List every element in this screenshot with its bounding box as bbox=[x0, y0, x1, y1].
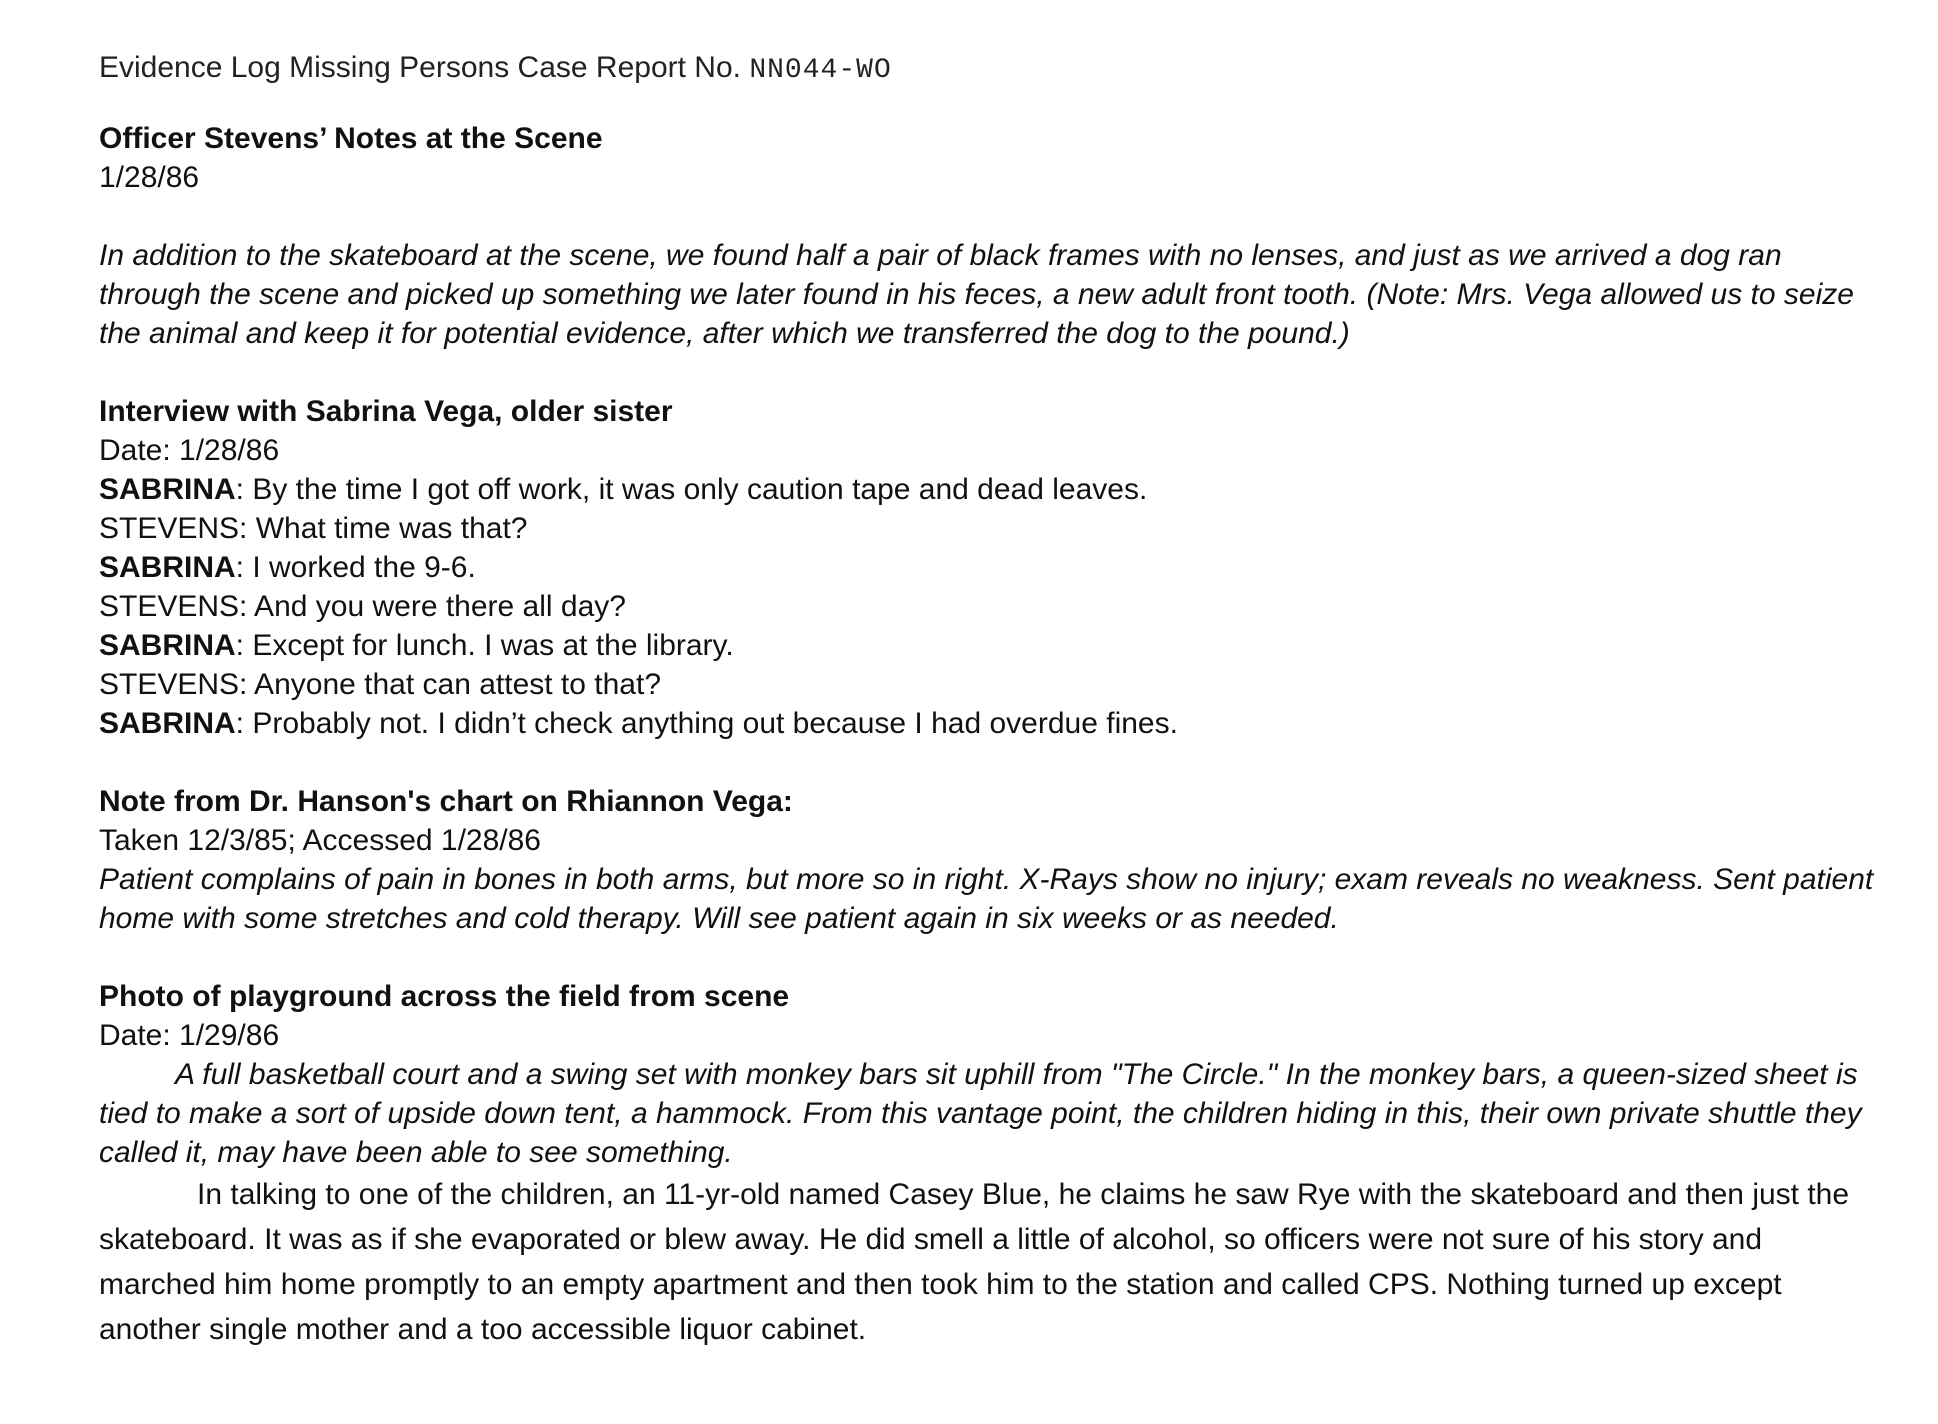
dialogue-text: : I worked the 9-6. bbox=[235, 551, 476, 584]
dialogue-text: : What time was that? bbox=[239, 512, 528, 545]
scene-notes-body: In addition to the skateboard at the scene, we found half a pair of black frames with no lenses, and just as we arrived a dog ran through the scene and picked up something we later found in his feces, a new adult front tooth. (Note: Mrs. Vega allowed us to seize the animal and keep it for potential evidence, after which we transferred the dog to the pound.) bbox=[99, 239, 1854, 350]
chart-note-section bbox=[99, 782, 1879, 938]
document-header bbox=[99, 50, 1879, 89]
chart-note-heading: Note from Dr. Hanson's chart on Rhiannon Vega: bbox=[99, 785, 793, 818]
case-number: NN044-WO bbox=[749, 55, 892, 86]
speaker: SABRINA bbox=[99, 551, 236, 584]
photo-interview-summary: In talking to one of the children, an 11-yr-old named Casey Blue, he claims he saw Rye with the skateboard and then just the skateboard. It was as if she evaporated or blew away. He did smell a little of alcohol, so officers were not sure of his story and marched him home promptly to an empty apartment and then took him to the station and called CPS. Nothing turned up except another single mother and a too accessible liquor cabinet. bbox=[99, 1178, 1850, 1346]
photo-heading: Photo of playground across the field from scene bbox=[99, 980, 790, 1013]
speaker: STEVENS bbox=[99, 512, 240, 545]
dialogue-line bbox=[99, 587, 1879, 626]
dialogue-text: : And you were there all day? bbox=[239, 590, 626, 623]
dialogue-line bbox=[99, 470, 1879, 509]
scene-notes-heading: Officer Stevens’ Notes at the Scene bbox=[99, 122, 603, 155]
interview-heading: Interview with Sabrina Vega, older sister bbox=[99, 395, 673, 428]
interview-date: Date: 1/28/86 bbox=[99, 434, 280, 467]
dialogue-text: : By the time I got off work, it was only caution tape and dead leaves. bbox=[235, 473, 1148, 506]
dialogue-line bbox=[99, 665, 1879, 704]
scene-notes-section bbox=[99, 119, 1879, 353]
dialogue-text: : Except for lunch. I was at the library. bbox=[235, 629, 734, 662]
speaker: SABRINA bbox=[99, 629, 236, 662]
scene-notes-date: 1/28/86 bbox=[99, 161, 200, 194]
dialogue-line bbox=[99, 548, 1879, 587]
chart-note-body: Patient complains of pain in bones in both arms, but more so in right. X-Rays show no injury; exam reveals no weakness. Sent patient home with some stretches and cold therapy. Will see patient again in six weeks or as needed. bbox=[99, 863, 1874, 935]
dialogue-line bbox=[99, 704, 1879, 743]
photo-description: A full basketball court and a swing set with monkey bars sit uphill from "The Circle." In the monkey bars, a queen-sized sheet is tied to make a sort of upside down tent, a hammock. From this vantage point, the children hiding in this, their own private shuttle they called it, may have been able to see something. bbox=[99, 1058, 1862, 1169]
photo-section bbox=[99, 977, 1879, 1352]
speaker: SABRINA bbox=[99, 707, 236, 740]
speaker: STEVENS bbox=[99, 590, 240, 623]
speaker: STEVENS bbox=[99, 668, 240, 701]
header-title: Evidence Log Missing Persons Case Report No. bbox=[99, 51, 741, 84]
dialogue-line bbox=[99, 509, 1879, 548]
speaker: SABRINA bbox=[99, 473, 236, 506]
dialogue-text: : Probably not. I didn’t check anything out because I had overdue fines. bbox=[235, 707, 1178, 740]
photo-date: Date: 1/29/86 bbox=[99, 1019, 280, 1052]
dialogue-line bbox=[99, 626, 1879, 665]
interview-section bbox=[99, 392, 1879, 743]
dialogue-text: : Anyone that can attest to that? bbox=[239, 668, 662, 701]
document-page bbox=[99, 50, 1879, 1352]
chart-note-date: Taken 12/3/85; Accessed 1/28/86 bbox=[99, 824, 541, 857]
